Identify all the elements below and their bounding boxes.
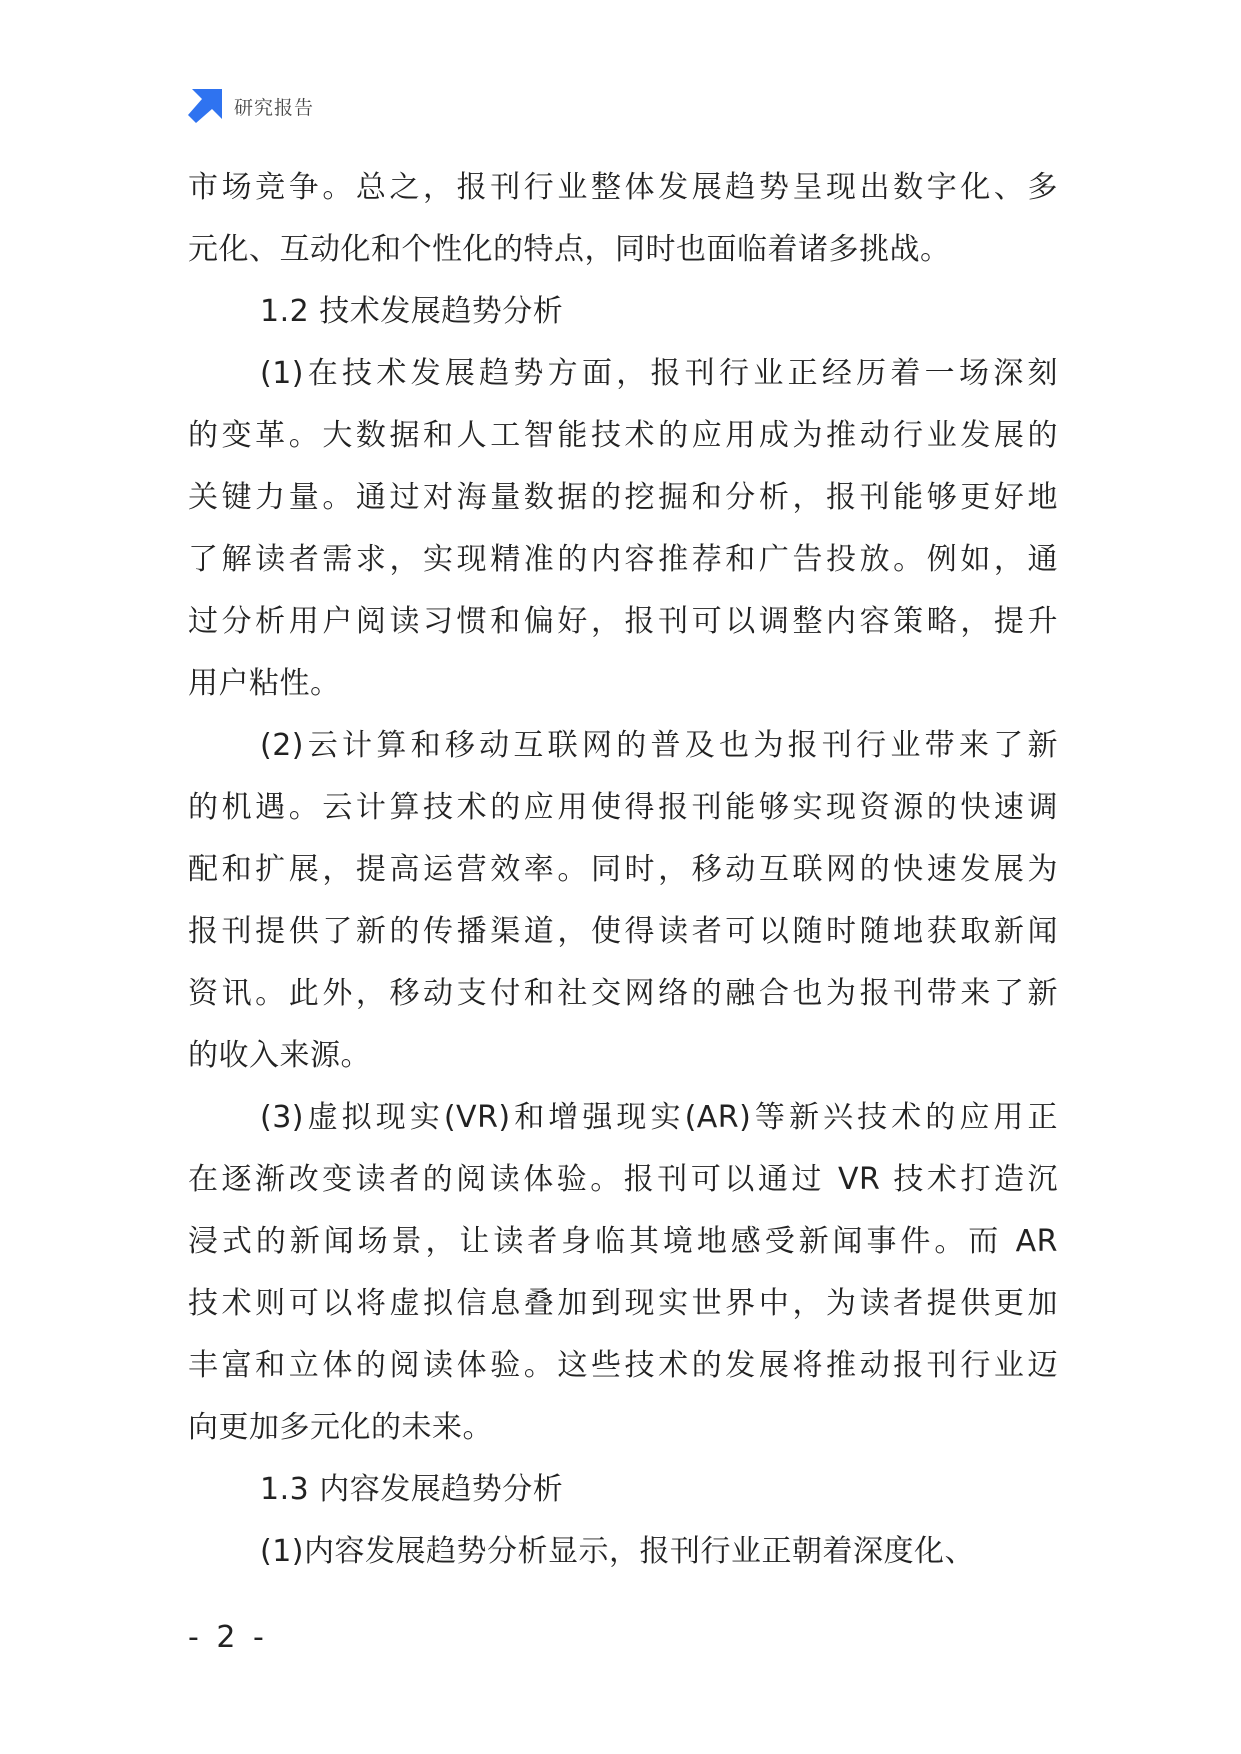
section-heading: 1.2 技术发展趋势分析 — [260, 294, 564, 329]
text-line: (3)虚拟现实(VR)和增强现实(AR)等新兴技术的应用正 — [260, 1100, 1058, 1135]
text-line: 市场竞争。总之，报刊行业整体发展趋势呈现出数字化、多 — [188, 170, 1058, 205]
text-line: 配和扩展，提高运营效率。同时，移动互联网的快速发展为 — [188, 852, 1058, 887]
text-line: 用户粘性。 — [188, 666, 341, 701]
text-line: 关键力量。通过对海量数据的挖掘和分析，报刊能够更好地 — [188, 480, 1058, 515]
text-line: 的收入来源。 — [188, 1038, 371, 1073]
section-heading: 1.3 内容发展趋势分析 — [260, 1472, 564, 1507]
text-line: 的机遇。云计算技术的应用使得报刊能够实现资源的快速调 — [188, 790, 1058, 825]
text-line: 报刊提供了新的传播渠道，使得读者可以随时随地获取新闻 — [188, 914, 1058, 949]
page-number: - 2 - — [188, 1620, 268, 1655]
page-header — [188, 88, 314, 124]
text-line: (2)云计算和移动互联网的普及也为报刊行业带来了新 — [260, 728, 1058, 763]
text-line: (1)内容发展趋势分析显示，报刊行业正朝着深度化、 — [260, 1534, 975, 1569]
text-line: 资讯。此外，移动支付和社交网络的融合也为报刊带来了新 — [188, 976, 1058, 1011]
text-line: 元化、互动化和个性化的特点，同时也面临着诸多挑战。 — [188, 232, 951, 267]
text-line: 的变革。大数据和人工智能技术的应用成为推动行业发展的 — [188, 418, 1058, 453]
text-line: 浸式的新闻场景，让读者身临其境地感受新闻事件。而 AR — [188, 1224, 1058, 1259]
text-line: 了解读者需求，实现精准的内容推荐和广告投放。例如，通 — [188, 542, 1058, 577]
arrow-up-right-icon — [188, 89, 222, 123]
text-line: 向更加多元化的未来。 — [188, 1410, 493, 1445]
text-line: 技术则可以将虚拟信息叠加到现实世界中，为读者提供更加 — [188, 1286, 1058, 1321]
text-line: (1)在技术发展趋势方面，报刊行业正经历着一场深刻 — [260, 356, 1058, 391]
text-line: 丰富和立体的阅读体验。这些技术的发展将推动报刊行业迈 — [188, 1348, 1058, 1383]
header-title: 研究报告 — [234, 96, 315, 119]
text-line: 在逐渐改变读者的阅读体验。报刊可以通过 VR 技术打造沉 — [188, 1162, 1058, 1197]
text-line: 过分析用户阅读习惯和偏好，报刊可以调整内容策略，提升 — [188, 604, 1058, 639]
document-body — [188, 157, 1058, 1583]
